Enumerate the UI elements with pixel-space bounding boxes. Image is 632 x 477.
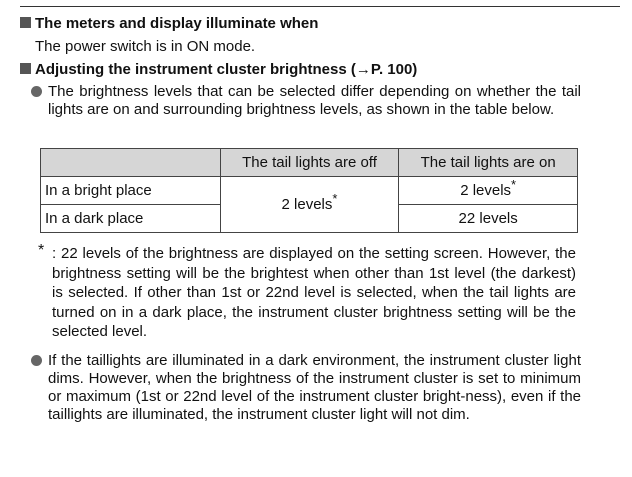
table-cell: 22 levels xyxy=(399,205,578,233)
top-rule xyxy=(20,6,620,7)
table-row xyxy=(41,177,578,205)
brightness-table xyxy=(40,148,578,233)
circle-bullet-icon xyxy=(31,355,42,366)
heading-text: Adjusting the instrument cluster brightness xyxy=(35,61,347,78)
section-heading-brightness xyxy=(20,61,417,79)
table-row-header: In a dark place xyxy=(41,205,221,233)
bullet-text: The brightness levels that can be selected differ depending on whether the tail lights are on and surrounding brightness levels, as shown in the table below. xyxy=(48,83,581,118)
section-body-illumination: The power switch is in ON mode. xyxy=(35,38,256,55)
table-footnote xyxy=(38,244,576,342)
table-cell: 2 levels* xyxy=(399,177,578,205)
bullet-item xyxy=(31,83,581,119)
table-cell: 2 levels* xyxy=(220,177,399,233)
footnote-marker: * xyxy=(38,242,45,259)
footnote-text: : 22 levels of the brightness are displayed on the setting screen. However, the brightness setting will be the brightest when other than 1st level (the darkest) is selected. If other than 1st or 22nd level is selected, when the tail lights are turned on in a dark place, the instrument cluster brightness setting will be the selected level. xyxy=(52,245,576,340)
square-bullet-icon xyxy=(20,17,31,28)
table-row-header: In a bright place xyxy=(41,177,221,205)
circle-bullet-icon xyxy=(31,86,42,97)
page-reference-link[interactable]: (→P. 100) xyxy=(350,61,418,78)
table-column-header: The tail lights are on xyxy=(399,149,578,177)
heading-text: The meters and display illuminate when xyxy=(35,15,319,32)
bullet-item xyxy=(31,352,581,424)
table-corner-cell xyxy=(41,149,221,177)
square-bullet-icon xyxy=(20,63,31,74)
table-column-header: The tail lights are off xyxy=(220,149,399,177)
table-header-row xyxy=(41,149,578,177)
section-heading-illumination xyxy=(20,15,318,33)
bullet-text: If the taillights are illuminated in a dark environment, the instrument cluster light dims. However, when the brightness of the instrument cluster is set to minimum or maximum (1st or 22nd level of the instrument cluster bright-ness), even if the taillights are illuminated, the instrument cluster light will not dim. xyxy=(48,352,581,423)
